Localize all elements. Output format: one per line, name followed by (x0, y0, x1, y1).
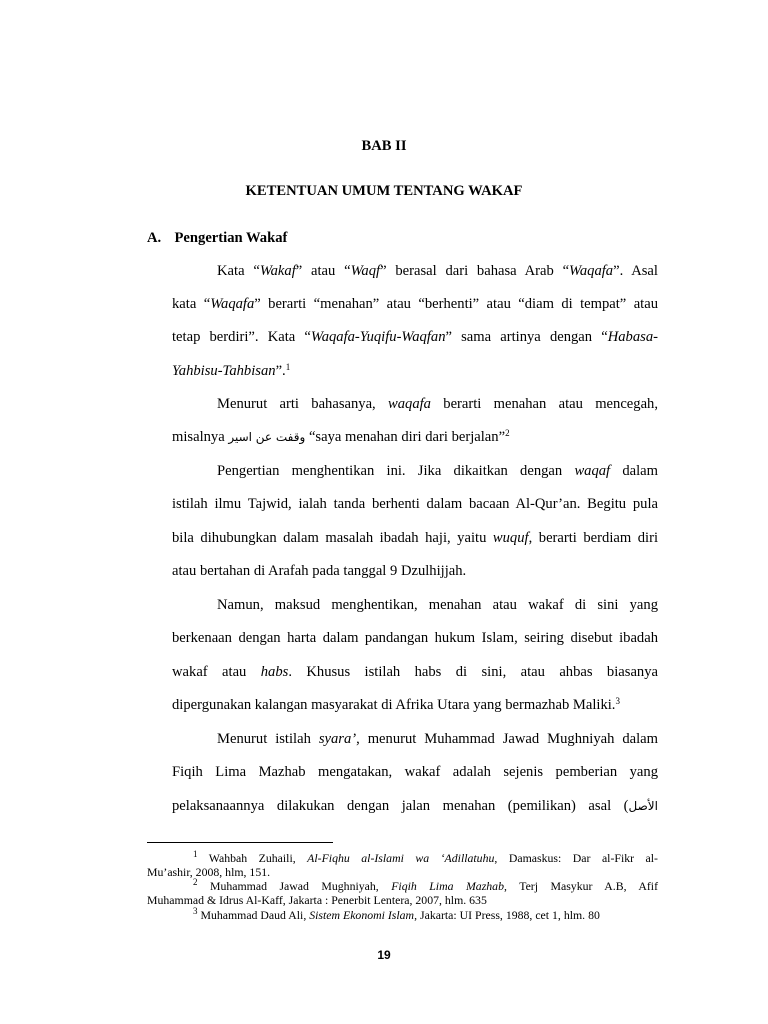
paragraph-1-line-4: Yahbisu-Tahbisan”.$^1$ (172, 362, 291, 379)
footnote-2-line-2: Muhammad & Idrus Al-Kaff, Jakarta : Penerbit Lentera, 2007, hlm. 635 (147, 893, 487, 907)
section-heading (147, 230, 287, 247)
footnote-ref-2: 2 (505, 428, 510, 438)
chapter-label: BAB II (361, 138, 407, 154)
paragraph-1-line-3: tetap berdiri”. Kata “Waqafa-Yuqifu-Waqfan” sama artinya dengan “Habasa- (172, 329, 658, 345)
footnote-3: $^3$ Muhammad Daud Ali, Sistem Ekonomi Islam, Jakarta: UI Press, 1988, cet 1, hlm. 80 (193, 906, 600, 922)
footnote-1-line-2: Mu’ashir, 2008, hlm, 151. (147, 865, 271, 879)
footnote-ref-1: 1 (285, 362, 291, 372)
section-title: Pengertian Wakaf (174, 230, 288, 246)
section-marker: A. (147, 230, 162, 246)
paragraph-4-line-2: berkenaan dengan harta dalam pandangan hukum Islam, seiring disebut ibadah (172, 630, 658, 646)
paragraph-5-line-2: Fiqih Lima Mazhab mengatakan, wakaf adalah sejenis pemberian yang (172, 764, 658, 780)
paragraph-4-line-3: wakaf atau habs. Khusus istilah habs di sini, atau ahbas biasanya (172, 664, 658, 680)
footnote-ref-3: 3 (615, 696, 620, 706)
paragraph-1-line-2: kata “Waqafa” berarti “menahan” atau “berhenti” atau “diam di tempat” atau (172, 296, 658, 312)
paragraph-4-line-1: Namun, maksud menghentikan, menahan atau wakaf di sini yang (217, 597, 658, 613)
paragraph-5-line-3: pelaksanaannya dilakukan dengan jalan menahan (pemilikan) asal (الأصل (172, 798, 658, 814)
paragraph-2-line-2: misalnya وقفت عن اسير “saya menahan diri dari berjalan”$^2$ (172, 428, 510, 445)
paragraph-1-line-1: Kata “Wakaf” atau “Waqf” berasal dari bahasa Arab “Waqafa”. Asal (217, 263, 658, 279)
paragraph-3-line-2: istilah ilmu Tajwid, ialah tanda berhenti dalam bacaan Al-Qur’an. Begitu pula (172, 496, 658, 512)
footnote-2-line-1: $^2$ Muhammad Jawad Mughniyah, Fiqih Lima Mazhab, Terj Masykur A.B, Afif (193, 877, 658, 893)
chapter-title: KETENTUAN UMUM TENTANG WAKAF (245, 183, 523, 199)
footnote-separator (147, 842, 333, 843)
arabic-word: الأصل (628, 799, 658, 813)
page-number: 19 (377, 948, 391, 962)
paragraph-3-line-4: atau bertahan di Arafah pada tanggal 9 Dzulhijjah. (172, 563, 467, 579)
footnote-1-line-1: $^1$ Wahbah Zuhaili, Al-Fiqhu al-Islami wa ‘Adillatuhu, Damaskus: Dar al-Fikr al- (193, 849, 658, 865)
paragraph-4-line-4: dipergunakan kalangan masyarakat di Afrika Utara yang bermazhab Maliki.$^3$ (172, 696, 620, 713)
arabic-phrase: وقفت عن اسير (228, 430, 306, 444)
paragraph-3-line-1: Pengertian menghentikan ini. Jika dikaitkan dengan waqaf dalam (217, 463, 659, 479)
paragraph-3-line-3: bila dihubungkan dalam masalah ibadah haji, yaitu wuquf, berarti berdiam diri (172, 530, 658, 546)
paragraph-2-line-1: Menurut arti bahasanya, waqafa berarti menahan atau mencegah, (217, 396, 658, 412)
paragraph-5-line-1: Menurut istilah syara’, menurut Muhammad Jawad Mughniyah dalam (217, 731, 659, 747)
